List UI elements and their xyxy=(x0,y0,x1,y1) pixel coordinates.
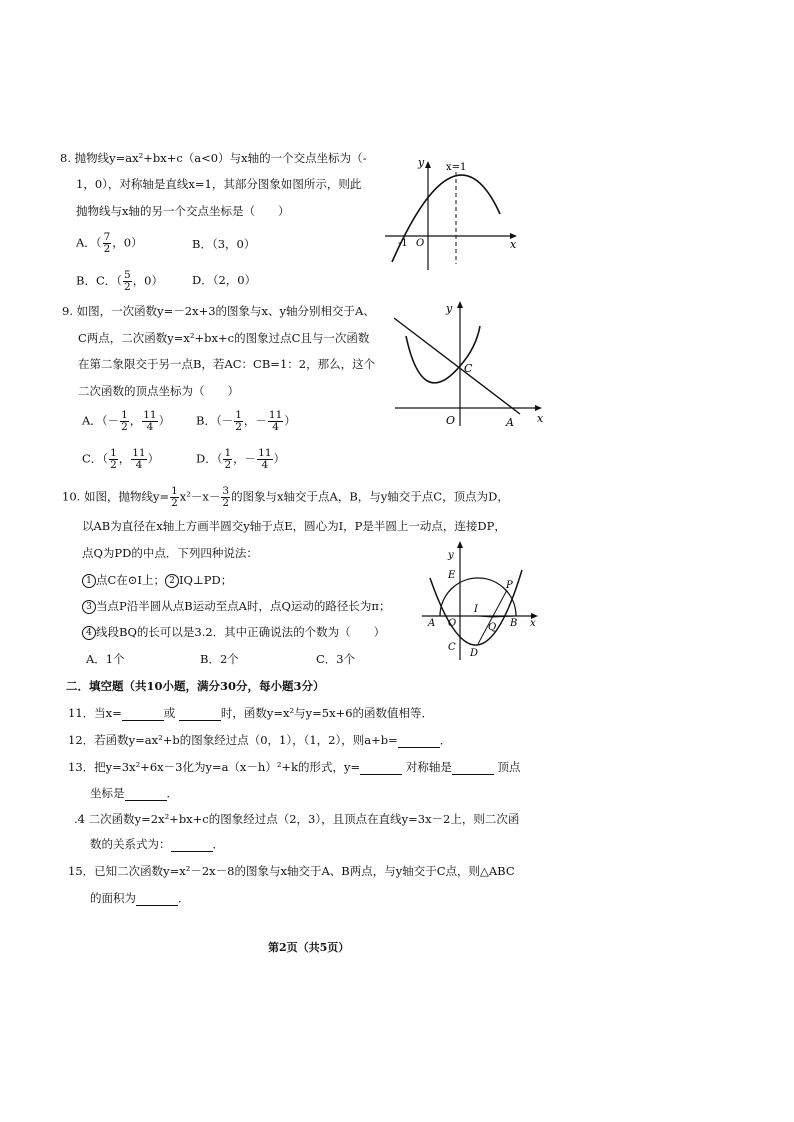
q10-y-arrow xyxy=(457,541,463,548)
q8-line3: 抛物线与x轴的另一个交点坐标是（ ） xyxy=(76,204,290,218)
q8-option-b: B．（3，0） xyxy=(192,237,256,251)
q10-p-label: P xyxy=(506,580,513,591)
q10-frac1 xyxy=(170,486,179,509)
q13-text-c: 顶点 xyxy=(497,760,521,774)
q11-text-b: 或 xyxy=(163,706,176,720)
circled-number-2: 2 xyxy=(165,574,179,588)
q14-text-b: ． xyxy=(212,837,224,851)
fraction-numerator: 5 xyxy=(124,269,131,281)
q15-text-line2: 的面积为 xyxy=(90,891,136,905)
q10-statement-2: IQ⊥PD； xyxy=(178,573,233,587)
q9-option-c-label: C．（ xyxy=(82,451,109,466)
q8-option-d: D．（2，0） xyxy=(192,273,257,287)
q15-line1 xyxy=(68,863,515,879)
q12-blank[interactable] xyxy=(398,735,440,748)
q8-option-a xyxy=(76,232,143,255)
q15-text-a: 已知二次函数y=x²－2x－8的图象与x轴交于A、B两点，与y轴交于C点，则△ABC xyxy=(94,864,515,878)
q10-text-b: x²－x－ xyxy=(179,489,221,504)
q8-axis-label: x=1 xyxy=(446,162,467,173)
fraction-numerator: 11 xyxy=(143,409,157,421)
q11-text-a: 当x= xyxy=(94,706,122,720)
q10-a-label: A xyxy=(428,618,436,629)
q9-line4: 二次函数的顶点坐标为（ ） xyxy=(78,384,239,398)
q10-line3: 点Q为PD的中点．下列四种说法： xyxy=(82,546,258,560)
q8-option-a-fraction xyxy=(103,232,112,255)
q13-line2 xyxy=(90,785,178,801)
section-fill-in-heading: 二．填空题（共10小题，满分30分，每小题3分） xyxy=(66,679,325,693)
q12-text-a: 若函数y=ax²+b的图象经过点（0，1），（1，2），则a+b= xyxy=(94,733,398,747)
fraction-denominator: 2 xyxy=(224,459,232,471)
q10-x-label: x xyxy=(530,618,536,629)
q8-option-c-fraction xyxy=(123,270,132,293)
q8-origin-label: O xyxy=(416,238,425,249)
fraction-numerator: 11 xyxy=(268,409,283,421)
q9-line3: 在第二象限交于另一点B，若AC：CB=1：2，那么，这个 xyxy=(78,357,376,371)
q13-line1 xyxy=(68,759,520,775)
q10-text-c: 的图象与x轴交于点A，B，与y轴交于点C，顶点为D， xyxy=(231,489,509,504)
q10-o-label: O xyxy=(448,618,457,629)
q9-option-b-frac2 xyxy=(268,410,283,433)
q14-text-line2: 数的关系式为： xyxy=(90,837,171,851)
q10-e-label: E xyxy=(448,570,456,581)
fraction-denominator: 2 xyxy=(103,243,111,255)
q11-blank-2[interactable] xyxy=(179,708,221,721)
q15-text-b: ． xyxy=(178,891,190,905)
q10-number: 10. xyxy=(62,489,81,504)
q13-text-line2: 坐标是 xyxy=(90,786,125,800)
q8-y-arrow xyxy=(425,161,431,168)
fraction-denominator: 2 xyxy=(110,459,117,471)
q10-line1 xyxy=(62,486,509,509)
q10-option-c: C．3个 xyxy=(316,652,356,666)
q9-c-label: C xyxy=(464,362,473,375)
q12-number: 12． xyxy=(68,733,95,747)
q10-statement-3: 当点P沿半圆从点B运动至点A时，点Q运动的路径长为π； xyxy=(96,599,391,613)
q9-a-label: A xyxy=(506,416,514,429)
q10-frac2 xyxy=(221,486,230,509)
q10-c-label: C xyxy=(448,642,456,653)
fraction-numerator: 11 xyxy=(258,447,272,459)
close-paren: ） xyxy=(273,451,286,466)
q9-y-arrow xyxy=(457,301,463,308)
q8-minus1-label: -1 xyxy=(398,238,408,249)
q10-figure xyxy=(418,538,546,662)
q10-b-label: B xyxy=(510,618,518,629)
q13-number: 13． xyxy=(68,760,95,774)
fraction-denominator: 2 xyxy=(124,281,131,293)
separator: ， xyxy=(118,451,131,466)
q9-option-c-frac1 xyxy=(109,448,118,471)
fraction-denominator: 2 xyxy=(171,497,178,509)
q9-text-1: 如图，一次函数y=－2x+3的图象与x、y轴分别相交于A、 xyxy=(76,304,375,318)
q9-x-arrow xyxy=(535,405,542,411)
fraction-numerator: 7 xyxy=(103,231,111,243)
q8-x-label: x xyxy=(510,238,517,251)
q8-option-a-label: A．（ xyxy=(76,235,102,250)
q9-option-b-frac1 xyxy=(234,410,243,433)
q9-option-d-frac2 xyxy=(257,448,272,471)
q10-q-label: Q xyxy=(488,622,497,633)
q10-text-a: 如图，抛物线y= xyxy=(83,489,170,504)
q9-option-d-label: D．（ xyxy=(196,451,223,466)
fraction-denominator: 4 xyxy=(261,459,269,471)
q10-statement-4-line xyxy=(82,624,385,640)
q10-semicircle xyxy=(440,578,516,616)
q8-line1 xyxy=(60,150,366,166)
q9-option-b xyxy=(196,410,296,433)
q8-option-c xyxy=(76,270,163,293)
q11-text-c: 时，函数y=x²与y=5x+6的函数值相等． xyxy=(220,706,434,720)
fraction-numerator: 1 xyxy=(224,447,232,459)
fraction-denominator: 2 xyxy=(222,497,230,509)
q10-statement-4: 线段BQ的长可以是3.2．其中正确说法的个数为（ ） xyxy=(96,625,386,639)
q9-number: 9. xyxy=(62,304,73,318)
q10-statement-3-line xyxy=(82,598,390,614)
fraction-numerator: 3 xyxy=(222,485,230,497)
q14-number: .4 xyxy=(74,812,85,826)
q10-i-label: I xyxy=(474,604,478,615)
q13-text-d: ． xyxy=(166,786,178,800)
q10-y-label: y xyxy=(448,550,454,561)
fraction-numerator: 1 xyxy=(171,485,178,497)
q10-d-label: D xyxy=(470,648,479,659)
fraction-denominator: 2 xyxy=(121,421,128,433)
q10-option-a: A．1个 xyxy=(86,652,125,666)
q9-option-c xyxy=(82,448,159,471)
q11 xyxy=(68,705,433,721)
q9-line-graph xyxy=(394,318,520,414)
fraction-numerator: 11 xyxy=(132,447,146,459)
circled-number-3: 3 xyxy=(82,600,96,614)
fraction-denominator: 4 xyxy=(135,459,143,471)
q8-option-c-label: B．C．（ xyxy=(76,273,122,288)
q10-statement-1-2 xyxy=(82,572,232,588)
close-paren: ） xyxy=(158,413,171,428)
q8-figure xyxy=(380,152,530,272)
q8-line2: 1，0），对称轴是直线x=1，其部分图象如图所示，则此 xyxy=(76,177,362,191)
separator: ，－ xyxy=(243,413,267,428)
fraction-numerator: 1 xyxy=(121,409,128,421)
fraction-denominator: 2 xyxy=(235,421,242,433)
q10-line2: 以AB为直径在x轴上方画半圆交y轴于点E，圆心为I，P是半圆上一动点，连接DP， xyxy=(82,519,506,533)
q15-line2 xyxy=(90,890,190,906)
q9-option-a-label: A．（－ xyxy=(82,413,120,428)
q9-option-d xyxy=(196,448,285,471)
q14-blank[interactable] xyxy=(171,839,213,852)
q11-number: 11． xyxy=(68,706,95,720)
close-paren: ） xyxy=(284,413,296,428)
separator: ，－ xyxy=(233,451,257,466)
q12-text-b: ． xyxy=(439,733,452,747)
q13-blank-3[interactable] xyxy=(125,788,167,801)
q14-line1 xyxy=(74,811,519,827)
q8-y-label: y xyxy=(418,156,425,169)
q13-blank-1[interactable] xyxy=(360,762,402,775)
q13-text-a: 把y=3x²+6x－3化为y=a（x－h）²+k的形式，y= xyxy=(94,760,361,774)
q11-blank-1[interactable] xyxy=(122,708,164,721)
q9-y-label: y xyxy=(446,302,453,315)
q8-number: 8. xyxy=(60,151,71,165)
q9-line1 xyxy=(62,303,375,319)
q12 xyxy=(68,732,451,748)
circled-number-4: 4 xyxy=(82,626,96,640)
q8-parabola xyxy=(392,175,500,262)
q14-text-a: 二次函数y=2x²+bx+c的图象经过点（2，3），且顶点在直线y=3x－2上，则二次函 xyxy=(88,812,520,826)
separator: ， xyxy=(129,413,142,428)
fraction-denominator: 4 xyxy=(272,421,279,433)
q9-x-label: x xyxy=(537,412,544,425)
close-paren: ） xyxy=(147,451,160,466)
q8-option-a-tail: ，0） xyxy=(112,235,143,250)
q13-text-b: 对称轴是 xyxy=(405,760,452,774)
q9-option-a-frac1 xyxy=(120,410,129,433)
fraction-numerator: 1 xyxy=(110,447,117,459)
q14-line2 xyxy=(90,836,224,852)
fraction-denominator: 4 xyxy=(146,421,154,433)
q15-number: 15． xyxy=(68,864,95,878)
q9-option-d-frac1 xyxy=(223,448,232,471)
q9-origin-label: O xyxy=(446,414,456,427)
q13-blank-2[interactable] xyxy=(452,762,494,775)
q10-option-b: B．2个 xyxy=(200,652,239,666)
q9-option-b-label: B．（－ xyxy=(196,413,234,428)
fraction-numerator: 1 xyxy=(235,409,242,421)
q9-line2: C两点，二次函数y=x²+bx+c的图象过点C且与一次函数 xyxy=(78,331,370,345)
q9-option-c-frac2 xyxy=(131,448,146,471)
q15-blank[interactable] xyxy=(136,893,178,906)
q8-text-1: 抛物线y=ax²+bx+c（a<0）与x轴的一个交点坐标为（- xyxy=(74,151,367,165)
q9-option-a xyxy=(82,410,170,433)
q9-option-a-frac2 xyxy=(142,410,157,433)
q8-option-c-tail: ，0） xyxy=(132,273,164,288)
page-footer: 第2页（共5页） xyxy=(268,941,350,954)
q9-figure xyxy=(390,296,550,436)
q10-statement-1: 点C在⊙I上； xyxy=(96,573,165,587)
circled-number-1: 1 xyxy=(82,574,96,588)
